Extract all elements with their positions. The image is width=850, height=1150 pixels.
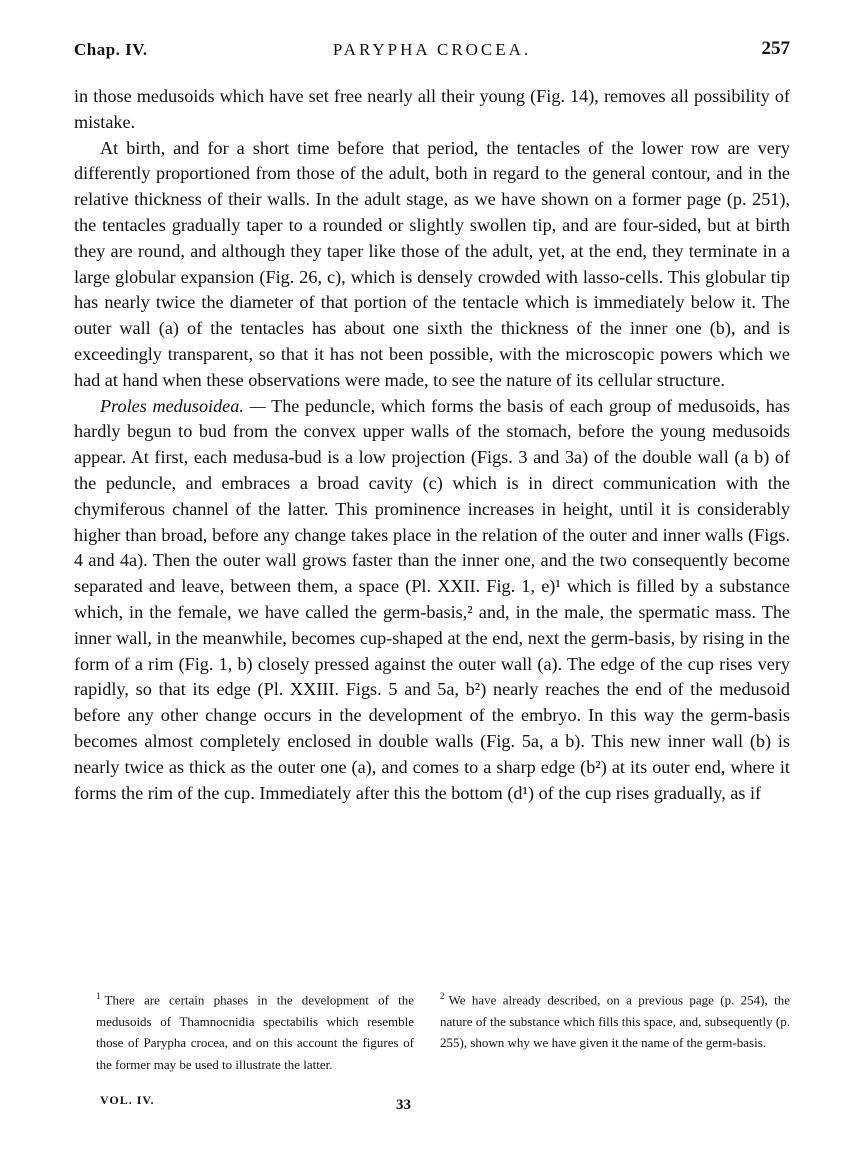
section-lead: Proles medusoidea. — [100, 395, 266, 416]
chapter-label: Chap. IV. [74, 40, 148, 59]
footnote-mark: 2 [440, 991, 445, 1001]
signature-mark: 33 [396, 1097, 411, 1113]
paragraph-text: At birth, and for a short time before that period, the tentacles of the lower row are very differently proportioned from those of the adult, both in regard to the general contour, and in the relative thickness of their walls. In the adult stage, as we have shown on a former page (p. 251), the tentacles gradually taper to a rounded or slightly swollen tip, and are four-sided, but at birth they are round, and although they taper like those of the adult, yet, at the end, they terminate in a large globular expansion (Fig. 26, c), which is densely crowded with lasso-cells. This globular tip has nearly twice the diameter of that portion of the tentacle which is immediately below it. The outer wall (a) of the tentacles has about one sixth the thickness of the inner one (b), and is exceedingly transparent, so that it has not been possible, with the microscopic powers which we had at hand when these observations were made, to see the nature of its cellular structure. [74, 137, 790, 390]
paragraph-text: The peduncle, which forms the basis of each group of medusoids, has hardly begun to bud from the convex upper walls of the stomach, before the young medusoids appear. At first, each medusa-bud is a low projection (Figs. 3 and 3a) of the double wall (a b) of the peduncle, and embraces a broad cavity (c) which is in direct communication with the chymiferous channel of the latter. This prominence increases in height, until it is considerably higher than broad, before any change takes place in the relation of the outer and inner walls (Figs. 4 and 4a). Then the outer wall grows faster than the inner one, and the two consequently become separated and leave, between them, a space (Pl. XXII. Fig. 1, e)¹ which is filled by a substance which, in the female, we have called the germ-basis,² and, in the male, the spermatic mass. The inner wall, in the meanwhile, becomes cup-shaped at the end, next the germ-basis, by rising in the form of a rim (Fig. 1, b) closely pressed against the outer wall (a). The edge of the cup rises very rapidly, so that its edge (Pl. XXIII. Figs. 5 and 5a, b²) nearly reaches the end of the medusoid before any other change occurs in the development of the embryo. In this way the germ-basis becomes almost completely enclosed in double walls (Fig. 5a, a b). This new inner wall (b) is nearly twice as thick as the outer one (a), and comes to a sharp edge (b²) at its outer end, where it forms the rim of the cup. Immediately after this the bottom (d¹) of the cup rises gradually, as if [74, 395, 790, 803]
volume-label: VOL. IV. [100, 1093, 155, 1107]
paragraph [74, 84, 790, 136]
footnotes [74, 986, 790, 1076]
main-text [74, 84, 790, 806]
footnote-text: We have already described, on a previous page (p. 254), the nature of the substance which fills this space, and, subsequently (p. 255), shown why we have given it the name of the germ-basis. [440, 992, 790, 1051]
footnote-mark: 1 [96, 991, 101, 1001]
footnote [440, 986, 790, 1054]
running-title: PARYPHA CROCEA. [332, 40, 532, 59]
paragraph-text: in those medusoids which have set free nearly all their young (Fig. 14), removes all possibility of mistake. [74, 86, 790, 132]
paragraph [74, 136, 790, 394]
running-header [74, 36, 790, 66]
footnote [96, 986, 414, 1075]
footnote-text: There are certain phases in the development of the medusoids of Thamnocnidia spectabilis which resemble those of Parypha crocea, and on this account the figures of the former may be used to illustrate the latter. [96, 992, 414, 1072]
page-number: 257 [761, 38, 790, 59]
paragraph [74, 394, 790, 807]
